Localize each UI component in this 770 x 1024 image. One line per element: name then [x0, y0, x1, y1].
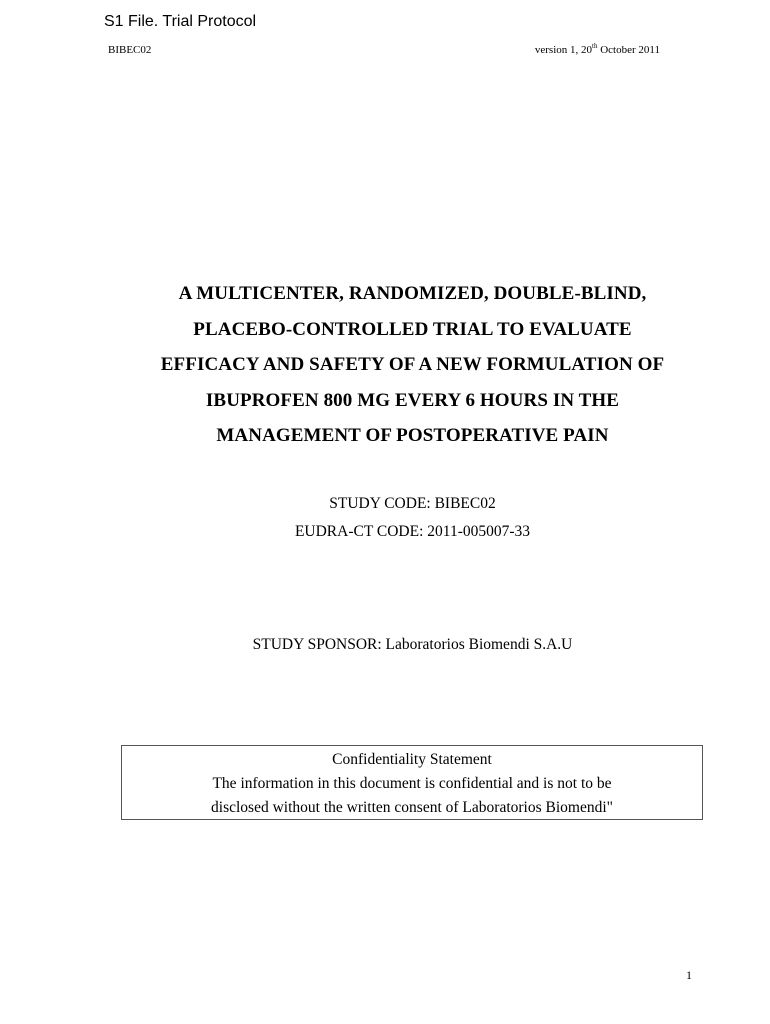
- confidentiality-box: [121, 745, 703, 820]
- title-line: IBUPROFEN 800 MG EVERY 6 HOURS IN THE: [205, 389, 620, 411]
- title-line: PLACEBO-CONTROLLED TRIAL TO EVALUATE: [193, 318, 632, 340]
- version-prefix: version 1, 20: [534, 44, 593, 56]
- confidentiality-line: disclosed without the written consent of Laboratorios Biomendi": [211, 799, 613, 816]
- title-line: A MULTICENTER, RANDOMIZED, DOUBLE-BLIND,: [178, 283, 647, 304]
- study-sponsor: STUDY SPONSOR: Laboratorios Biomendi S.A.U: [252, 636, 573, 653]
- study-code: STUDY CODE: BIBEC02: [329, 495, 496, 512]
- page-number: 1: [686, 968, 692, 982]
- study-codes: [100, 490, 725, 546]
- protocol-title: [100, 276, 725, 454]
- title-line: MANAGEMENT OF POSTOPERATIVE PAIN: [216, 425, 609, 446]
- title-line: EFFICACY AND SAFETY OF A NEW FORMULATION OF: [160, 354, 665, 375]
- file-label: S1 File. Trial Protocol: [104, 13, 257, 30]
- header-version: [535, 44, 660, 56]
- version-superscript: th: [592, 42, 598, 50]
- header-study-code: BIBEC02: [108, 44, 152, 56]
- confidentiality-heading: Confidentiality Statement: [332, 751, 492, 768]
- confidentiality-line: The information in this document is confidential and is not to be: [212, 775, 612, 792]
- version-suffix: October 2011: [597, 44, 660, 56]
- eudract-code: EUDRA-CT CODE: 2011-005007-33: [294, 523, 531, 540]
